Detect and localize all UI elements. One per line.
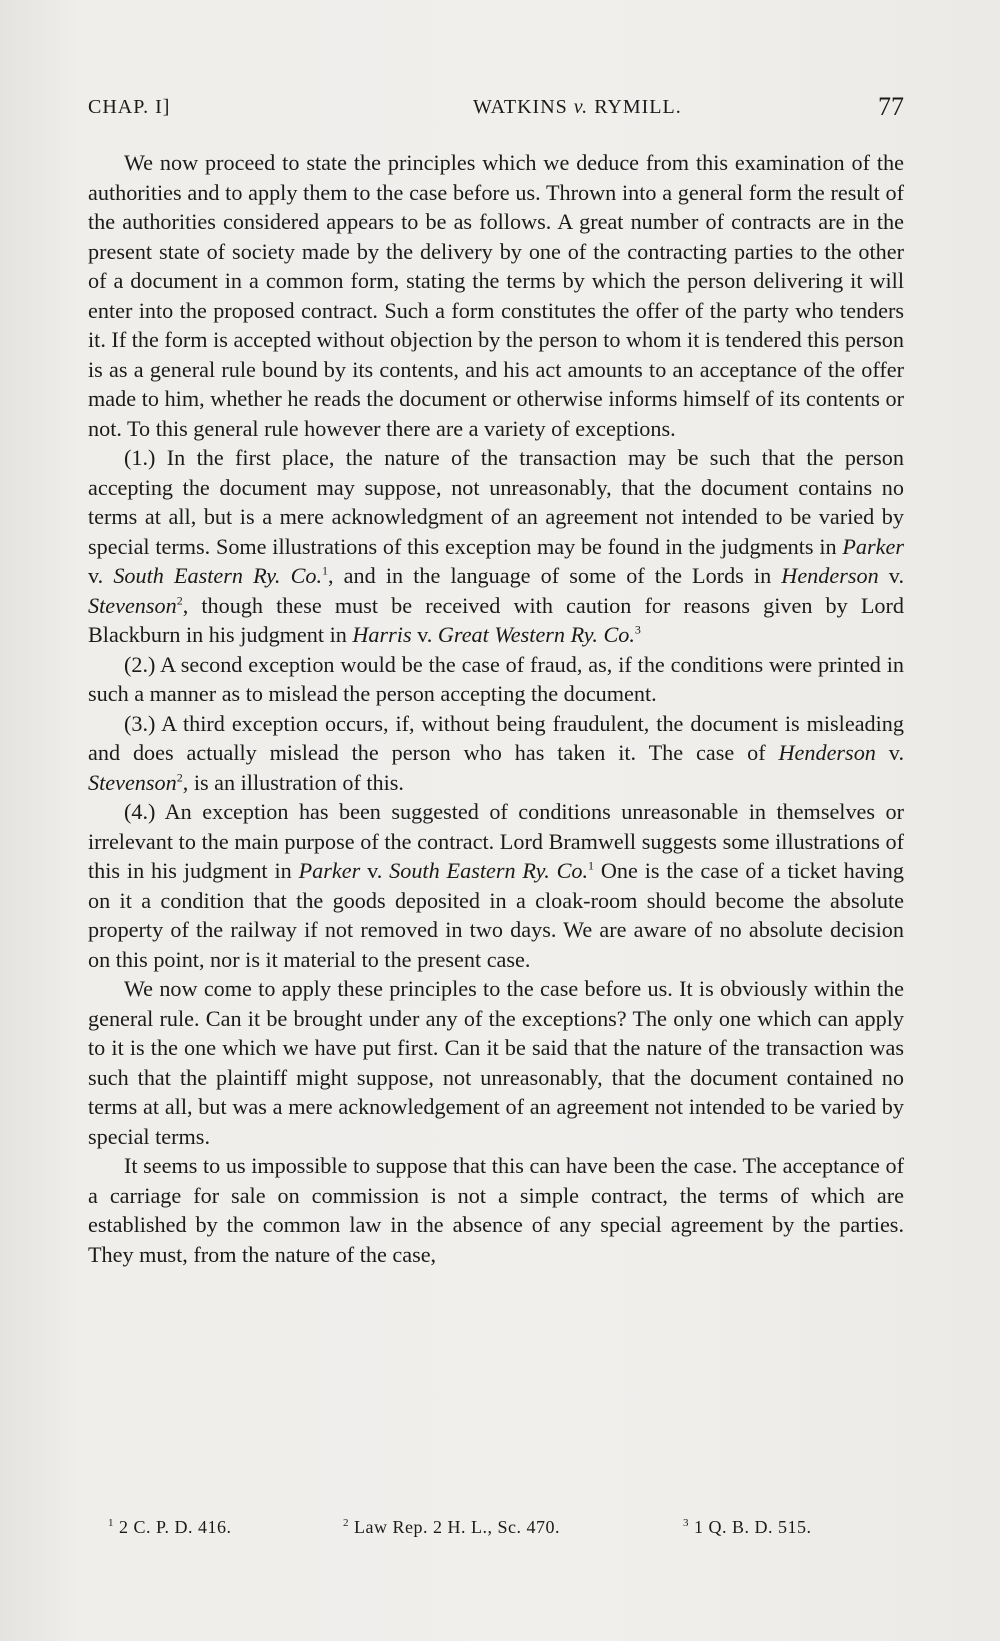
paragraph-4-text-b: , is an illustration of this.: [182, 769, 404, 795]
page-number: 77: [878, 92, 904, 121]
chapter-label: CHAP. I]: [88, 96, 171, 118]
case-name: South Eastern Ry. Co.: [389, 858, 589, 883]
case-name: Henderson: [781, 563, 879, 588]
paragraph-2: [88, 443, 904, 650]
paragraph-5-text-a: (4.) An exception has been suggested of conditions unreasonable in themselves or irrelevant to the main purpose of the contract. Lord Bramwell suggests some illustrations of this in his judgment in: [88, 799, 904, 883]
case-name: Parker: [842, 533, 904, 559]
case-name: Stevenson: [88, 769, 177, 795]
case-name: Harris: [352, 622, 412, 647]
running-title-right: RYMILL.: [594, 96, 682, 118]
paragraph-4-text-a: (3.) A third exception occurs, if, without being fraudulent, the document is misleading and does actually mislead the person who has taken it. The case of: [88, 710, 904, 765]
versus: v.: [88, 563, 114, 588]
versus: v.: [411, 622, 438, 647]
paragraph-4: [88, 709, 904, 798]
paragraph-2-text-b: , and in the language of some of the Lords in: [328, 563, 782, 588]
footnote-mark: 1: [108, 1517, 114, 1529]
running-title-left: WATKINS: [473, 96, 568, 118]
footnote-mark: 3: [683, 1517, 689, 1529]
footnote-text: Law Rep. 2 H. L., Sc. 470.: [354, 1517, 560, 1537]
paragraph-2-text-a: (1.) In the first place, the nature of the transaction may be such that the person accepting the document may suppose, not unreasonably, that the document contains no terms at all, but is a mere acknowledgment of an agreement not intended to be varied by special terms. Some illustrations of this exception may be found in the judgments in: [88, 445, 904, 559]
versus: v.: [360, 858, 390, 883]
footnote-1: [108, 1517, 232, 1538]
paragraph-3: (2.) A second exception would be the case of fraud, as, if the conditions were printed in such a manner as to mislead the person accepting the document.: [88, 651, 904, 706]
paragraph-5-text-b: One is the case of a ticket having on it a condition that the goods deposited in a cloak-room should become the absolute property of the railway if not removed in two days. We are aware of no absolute decision on this point, nor is it material to the present case.: [88, 858, 904, 972]
paragraph-6: We now come to apply these principles to the case before us. It is obviously within the general rule. Can it be brought under any of the exceptions? The only one which can apply to it is the one which we have put first. Can it be said that the nature of the transaction was such that the plaintiff might suppose, not unreasonably, that the document contained no terms at all, but was a mere acknowledgement of an agreement not intended to be varied by special terms.: [88, 976, 904, 1149]
paragraph-2-text-c: , though these must be received with caution for reasons given by Lord Blackburn in his judgment in: [88, 592, 904, 647]
footnote-ref: 2: [176, 593, 183, 608]
footnote-3: [683, 1517, 812, 1538]
footnote-mark: 2: [343, 1517, 349, 1529]
case-name: South Eastern Ry. Co.: [113, 563, 323, 588]
versus: v.: [875, 740, 905, 765]
footnote-ref: 1: [588, 858, 595, 873]
footnote-text: 1 Q. B. D. 515.: [694, 1517, 812, 1537]
paragraph-1: We now proceed to state the principles which we deduce from this examination of the authorities and to apply them to the case before us. Thrown into a general form the result of the authorities considered appears to be as follows. A great number of contracts are in the present state of society made by the delivery by one of the contracting parties to the other of a document in a common form, stating the terms by which the person delivering it will enter into the proposed contract. Such a form constitutes the offer of the party who tenders it. If the form is accepted without objection by the person to whom it is tendered this person is as a general rule bound by its contents, and his act amounts to an acceptance of the offer made to him, whether he reads the document or otherwise informs himself of its contents or not. To this general rule however there are a variety of exceptions.: [88, 150, 904, 441]
footnote-ref: 3: [634, 622, 641, 637]
footnote-text: 2 C. P. D. 416.: [119, 1517, 232, 1537]
case-name: Parker: [298, 858, 361, 883]
case-name: Henderson: [778, 740, 876, 765]
paragraph-7: It seems to us impossible to suppose that this can have been the case. The acceptance of a carriage for sale on commission is not a simple contract, the terms of which are established by the common law in the absence of any special agreement by the parties. They must, from the nature of the case,: [88, 1153, 904, 1267]
case-name: Stevenson: [88, 592, 177, 618]
footnote-ref: 1: [322, 563, 329, 578]
running-title: [473, 96, 682, 119]
footnote-2: [343, 1517, 560, 1538]
running-header: [88, 92, 904, 124]
paragraph-5: [88, 797, 904, 974]
versus: v.: [878, 563, 904, 588]
running-title-v: v.: [573, 96, 589, 118]
body-text: [88, 148, 904, 1269]
footnote-ref: 2: [176, 770, 183, 785]
case-name: Great Western Ry. Co.: [437, 622, 635, 647]
